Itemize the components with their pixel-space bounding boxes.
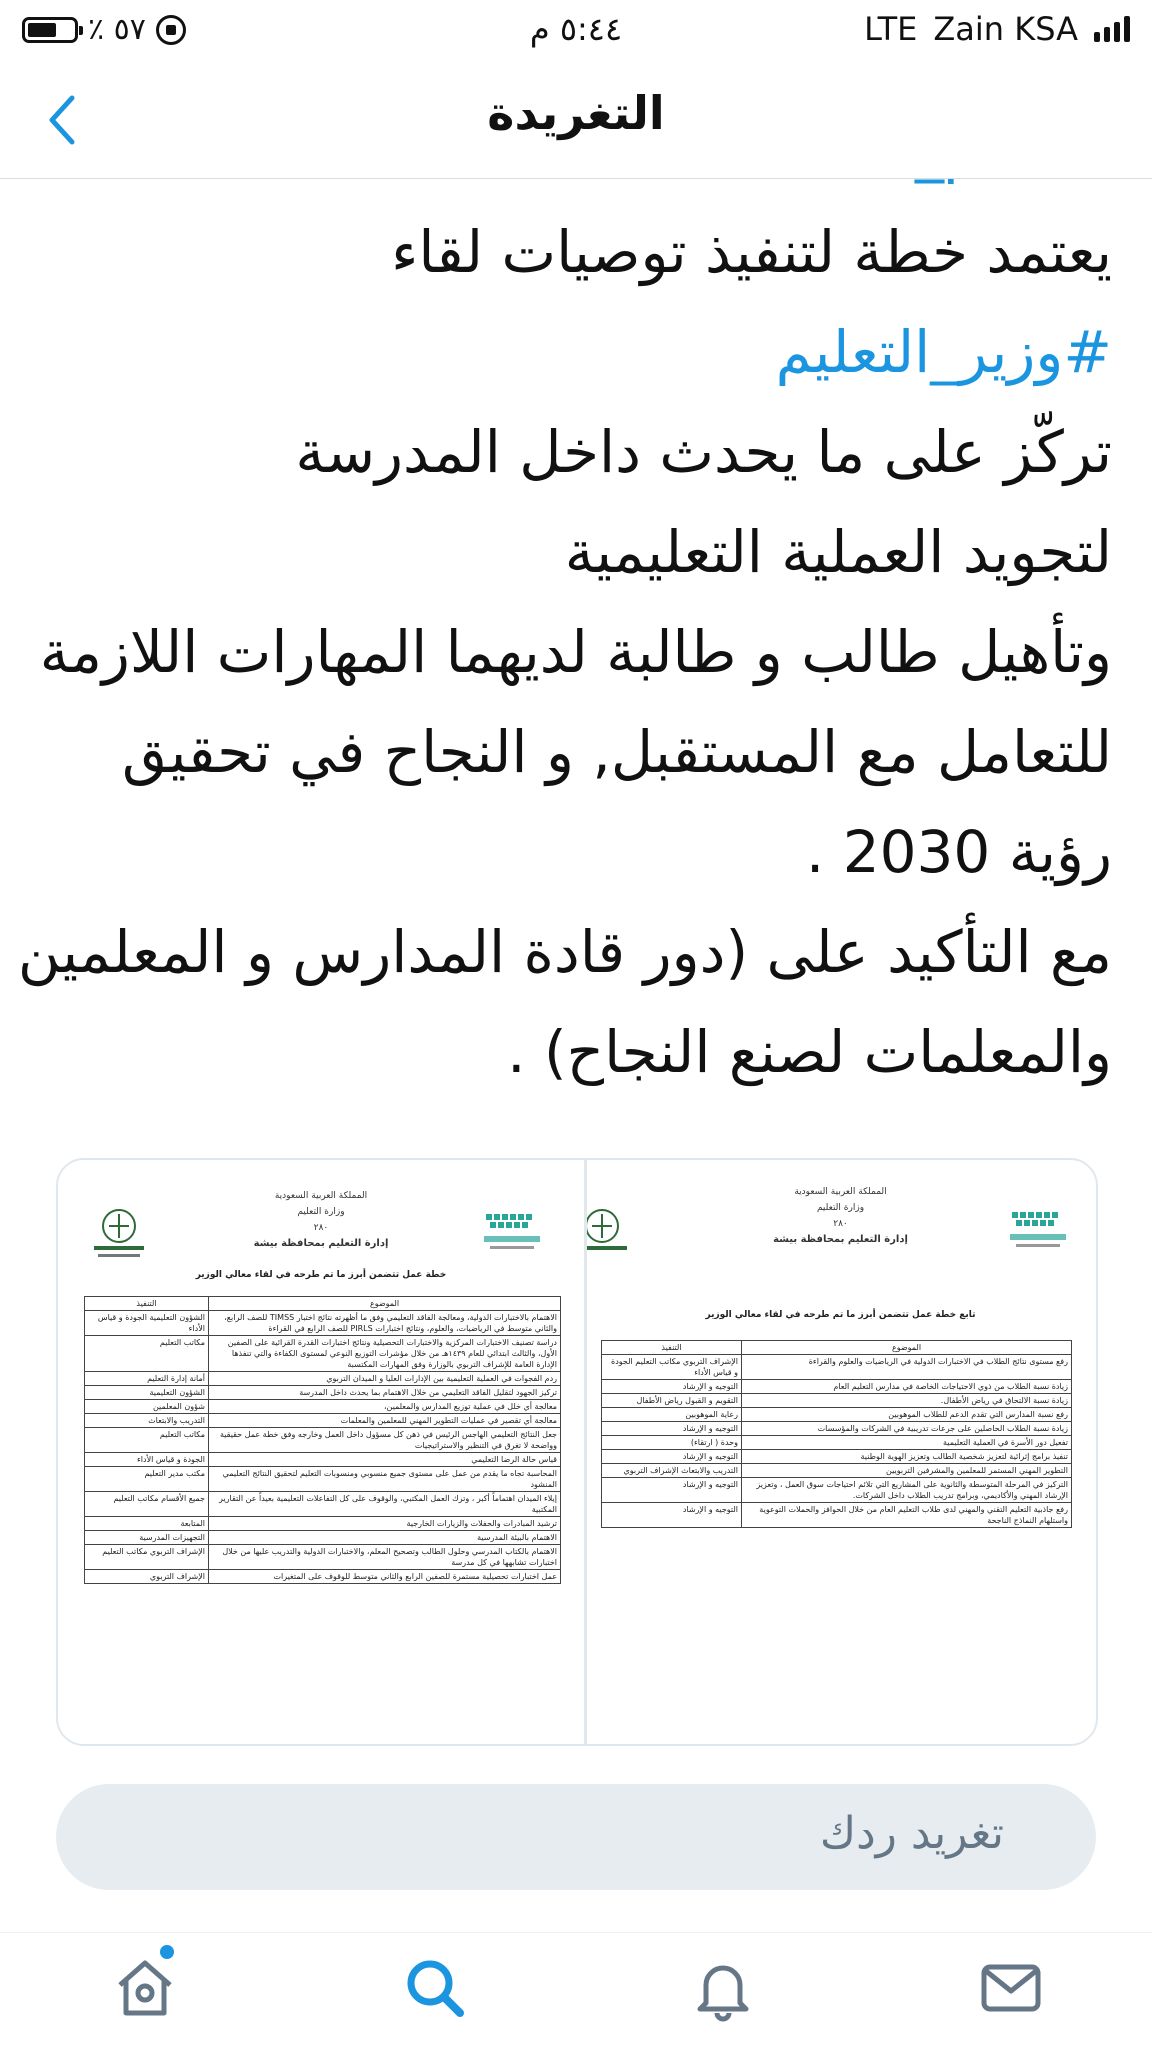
table-row: [85, 1414, 561, 1428]
home-icon[interactable]: [110, 1953, 180, 2023]
table-header-topic: الموضوع: [209, 1297, 561, 1311]
header-line: المملكة العربية السعودية: [794, 1187, 887, 1197]
table-cell-exec: مكتب مدير التعليم: [85, 1467, 209, 1492]
table-row: [602, 1408, 1072, 1422]
table-cell-topic: زيادة نسبة الطلاب من ذوي الاحتياجات الخاصة في مدارس التعليم العام: [742, 1380, 1072, 1394]
table-cell-topic: إيلاء الميدان اهتماماً أكبر ، وترك العمل المكتبي، والوقوف على كل التفاعلات التعليمية بعيداً عن التقارير المكتبية: [209, 1492, 561, 1517]
table-cell-exec: المتابعة: [85, 1517, 209, 1531]
table-cell-topic: الاهتمام بالكتاب المدرسي وحلول الطالب وتصحيح المعلم، والاختبارات الدولية والتدريب عليها من خلال اختبارات تشابهها في كل مدرسة: [209, 1545, 561, 1570]
table-cell-exec: وحدة ( ارتقاء): [602, 1436, 742, 1450]
tweet-line: وتأهيل طالب و طالبة لديهما المهارات اللازمة: [39, 618, 1112, 686]
tweet-line: رؤية 2030 .: [805, 818, 1112, 886]
table-row: [602, 1355, 1072, 1380]
bell-icon[interactable]: [688, 1953, 758, 2023]
table-row: [85, 1517, 561, 1531]
table-row: [85, 1492, 561, 1517]
header-line: ٢٨٠: [313, 1223, 329, 1233]
table-row: [85, 1467, 561, 1492]
page-title: التغريدة: [487, 86, 665, 140]
header-line: وزارة التعليم: [297, 1207, 345, 1217]
table-header-exec: التنفيذ: [602, 1341, 742, 1355]
table-row: [602, 1464, 1072, 1478]
table-header-exec: التنفيذ: [85, 1297, 209, 1311]
document-image-right[interactable]: [584, 1160, 1094, 1744]
status-bar: [0, 0, 1152, 60]
document-table: [84, 1296, 561, 1584]
hashtag-link[interactable]: #وزير_التعليم: [775, 318, 1112, 386]
table-cell-topic: عمل اختبارات تحصيلية مستمرة للصفين الرابع والثاني متوسط للوقوف على المتغيرات: [209, 1570, 561, 1584]
tab-bar: [0, 1932, 1152, 2049]
table-cell-exec: أمانة إدارة التعليم: [85, 1372, 209, 1386]
table-row: [85, 1428, 561, 1453]
table-cell-topic: جعل النتائج التعليمي الهاجس الرئيس في ذهن كل مسؤول داخل العمل وخارجه وفق خطة عمل حقيقية وواضحة لا تغرق في التنظير والاستراتيجيات: [209, 1428, 561, 1453]
table-row: [602, 1394, 1072, 1408]
ministry-logo-icon: [1006, 1208, 1070, 1254]
table-row: [602, 1436, 1072, 1450]
network-type: LTE: [864, 10, 918, 48]
table-cell-exec: الإشراف التربوي مكاتب التعليم الجودة و قياس الأداء: [602, 1355, 742, 1380]
table-cell-exec: رعاية الموهوبين: [602, 1408, 742, 1422]
tweet-text: [17, 140, 1112, 1102]
table-row: [602, 1478, 1072, 1503]
table-cell-topic: ردم الفجوات في العملية التعليمية بين الإدارات العليا و الميدان التربوي: [209, 1372, 561, 1386]
table-cell-exec: التوجيه و الإرشاد: [602, 1450, 742, 1464]
table-header-topic: الموضوع: [742, 1341, 1072, 1355]
table-cell-exec: التوجيه و الإرشاد: [602, 1478, 742, 1503]
table-cell-exec: الجودة و قياس الأداء: [85, 1453, 209, 1467]
table-cell-exec: شؤون المعلمين: [85, 1400, 209, 1414]
document-subtitle: خطة عمل تتضمن أبرز ما تم طرحه في لقاء معالي الوزير: [195, 1270, 447, 1280]
carrier-name: Zain KSA: [933, 10, 1078, 48]
table-cell-topic: رفع جاذبية التعليم التقني والمهني لدى طلاب التعليم العام من خلال الحوافز والحملات التوعوية واستلهام النماذج الناجحة: [742, 1503, 1072, 1528]
header-line: إدارة التعليم بمحافظة بيشة: [773, 1234, 908, 1245]
table-cell-topic: معالجة أي تقصير في عمليات التطوير المهني للمعلمين والمعلمات: [209, 1414, 561, 1428]
table-row: [602, 1503, 1072, 1528]
table-cell-topic: ترشيد المبادرات والحفلات والزيارات الخارجية: [209, 1517, 561, 1531]
reply-placeholder: تغريد ردك: [819, 1808, 1004, 1859]
table-row: [85, 1336, 561, 1372]
table-row: [85, 1311, 561, 1336]
table-cell-topic: رفع مستوى نتائج الطلاب في الاختبارات الدولية في الرياضيات والعلوم والقراءة: [742, 1355, 1072, 1380]
table-row: [602, 1450, 1072, 1464]
ministry-logo-icon: [480, 1210, 544, 1256]
table-cell-exec: التوجيه و الإرشاد: [602, 1503, 742, 1528]
tweet-line: لتجويد العملية التعليمية: [564, 518, 1112, 586]
table-cell-exec: الإشراف التربوي: [85, 1570, 209, 1584]
carrier-group: [864, 10, 1130, 48]
table-cell-exec: التدريب والابتعاث: [85, 1414, 209, 1428]
table-cell-exec: التوجيه و الإرشاد: [602, 1422, 742, 1436]
table-cell-topic: التطوير المهني المستمر للمعلمين والمشرفين التربويين: [742, 1464, 1072, 1478]
battery-percent: ٪ ٥٧: [88, 12, 146, 47]
table-row: [602, 1380, 1072, 1394]
signal-icon: [1094, 16, 1130, 42]
tweet-line: للتعامل مع المستقبل, و النجاح في تحقيق: [121, 718, 1112, 786]
table-cell-exec: التقويم و القبول رياض الأطفال: [602, 1394, 742, 1408]
tweet-line: مع التأكيد على (دور قادة المدارس و المعلمين: [17, 918, 1112, 986]
table-cell-topic: الاهتمام بالاختبارات الدولية، ومعالجة الفاقد التعليمي وفق ما أظهرته نتائج اختبار TIMSS للصف الرابع، والثاني متوسط في الرياضيات، والعلوم، ونتائج اختبارات PIRLS للصف الرابع في القراءة: [209, 1311, 561, 1336]
table-row: [85, 1545, 561, 1570]
nav-header: [0, 60, 1152, 179]
header-line: ٢٨٠: [833, 1219, 848, 1229]
table-row: [85, 1372, 561, 1386]
table-cell-exec: التجهيزات المدرسية: [85, 1531, 209, 1545]
table-cell-topic: تركيز الجهود لتقليل الفاقد التعليمي من خلال الاهتمام بما يحدث داخل المدرسة: [209, 1386, 561, 1400]
tweet-line: والمعلمات لصنع النجاح) .: [507, 1018, 1112, 1086]
table-cell-topic: معالجة أي خلل في عملية توزيع المدارس والمعلمين،: [209, 1400, 561, 1414]
table-cell-topic: تفعيل دور الأسرة في العملية التعليمية: [742, 1436, 1072, 1450]
table-cell-topic: تنفيذ برامج إثرائية لتعزيز شخصية الطالب وتعزيز الهوية الوطنية: [742, 1450, 1072, 1464]
table-row: [602, 1422, 1072, 1436]
document-image-left[interactable]: [58, 1160, 584, 1744]
table-cell-exec: الشؤون التعليمية الجودة و قياس الأداء: [85, 1311, 209, 1336]
table-row: [85, 1400, 561, 1414]
search-icon[interactable]: [400, 1953, 470, 2023]
document-subtitle: تابع خطة عمل تتضمن أبرز ما تم طرحه في لقاء معالي الوزير: [705, 1310, 976, 1320]
table-cell-exec: مكاتب التعليم: [85, 1336, 209, 1372]
mail-icon[interactable]: [976, 1953, 1046, 2023]
table-cell-topic: دراسة تصنيف الاختبارات المركزية والاختبارات التحصيلية ونتائج اختبارات القدرة القرائية على الصفين الأول، والثالث ابتدائي للعام ١٤٣٩هـ من خلال مؤشرات التوزيع النوعي لمستوى الكفاءة والتي تنفذها الإدارة العامة للإشراف التربوي بالوزارة وفق المهارات المكتسبة: [209, 1336, 561, 1372]
table-cell-exec: مكاتب التعليم: [85, 1428, 209, 1453]
table-cell-exec: التوجيه و الإرشاد: [602, 1380, 742, 1394]
table-row: [85, 1386, 561, 1400]
table-row: [85, 1531, 561, 1545]
header-line: إدارة التعليم بمحافظة بيشة: [253, 1238, 389, 1249]
document-table: [601, 1340, 1072, 1528]
table-row: [85, 1453, 561, 1467]
header-line: المملكة العربية السعودية: [274, 1191, 368, 1201]
table-cell-exec: الشؤون التعليمية: [85, 1386, 209, 1400]
table-cell-topic: الاهتمام بالبيئة المدرسية: [209, 1531, 561, 1545]
status-time: ٥:٤٤ م: [529, 10, 623, 48]
table-cell-exec: التدريب والابتعاث الإشراف التربوي: [602, 1464, 742, 1478]
table-cell-topic: رفع نسبة المدارس التي تقدم الدعم للطلاب الموهوبين: [742, 1408, 1072, 1422]
table-cell-exec: الإشراف التربوي مكاتب التعليم: [85, 1545, 209, 1570]
table-cell-topic: التركيز في المرحلة المتوسطة والثانوية على المشاريع التي تلائم احتياجات سوق العمل ، وتعزيز الإرشاد المهني والأكاديمي، وبرامج تدريب الطلاب داخل الشركات.: [742, 1478, 1072, 1503]
table-cell-topic: قياس حالة الرضا التعليمي: [209, 1453, 561, 1467]
reply-input[interactable]: [56, 1784, 1096, 1890]
table-row: [85, 1570, 561, 1584]
table-cell-topic: زيادة نسبة الطلاب الحاصلين على جرعات تدريبية في الشركات والمؤسسات: [742, 1422, 1072, 1436]
table-cell-exec: جميع الأقسام مكاتب التعليم: [85, 1492, 209, 1517]
header-line: وزارة التعليم: [816, 1203, 865, 1213]
table-cell-topic: المحاسبة تجاه ما يقدم من عمل على مستوى جميع منسوبي ومنسوبات التعليم لتحقيق النتائج التعليمي المنشود: [209, 1467, 561, 1492]
tweet-line: تركّز على ما يحدث داخل المدرسة: [295, 418, 1112, 486]
table-cell-topic: زيادة نسبة الالتحاق في رياض الأطفال.: [742, 1394, 1072, 1408]
tweet-media[interactable]: [56, 1158, 1098, 1746]
tweet-line: يعتمد خطة لتنفيذ توصيات لقاء: [391, 218, 1112, 286]
